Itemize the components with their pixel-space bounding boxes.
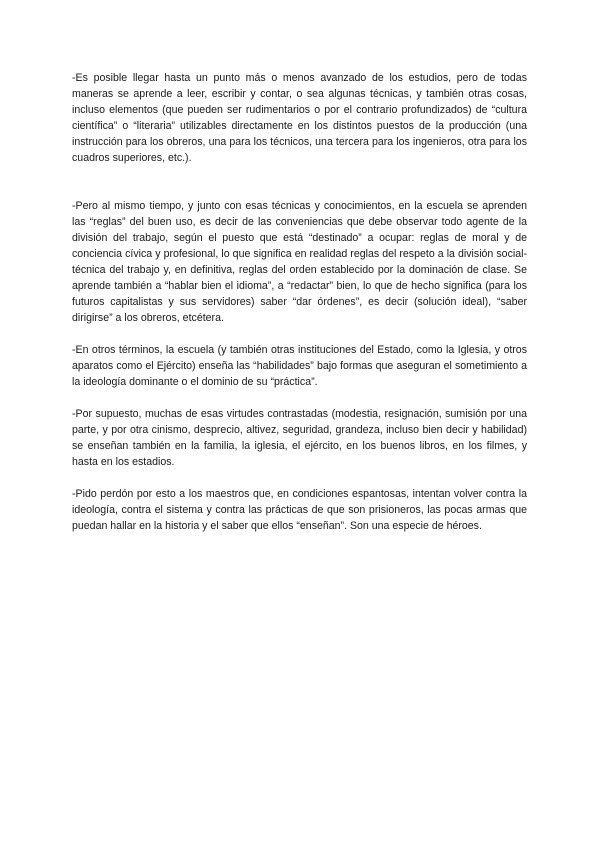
- paragraph-2: -Pero al mismo tiempo, y junto con esas técnicas y conocimientos, en la escuela se aprenden las “reglas” del buen uso, es decir de las conveniencias que debe observar todo agente de la división del trabajo, según el puesto que está “destinado” a ocupar: reglas de moral y de conciencia cívica y profesional, lo que significa en realidad reglas del respeto a la división social-técnica del trabajo y, en definitiva, reglas del orden establecido por la dominación de clase. Se aprende también a “hablar bien el idioma”, a “redactar” bien, lo que de hecho significa (para los futuros capitalistas y sus servidores) saber “dar órdenes”, es decir (solución ideal), “saber dirigirse” a los obreros, etcétera.: [72, 200, 527, 324]
- document-body: [72, 70, 527, 534]
- paragraph-5: -Pido perdón por esto a los maestros que, en condiciones espantosas, intentan volver contra la ideología, contra el sistema y contra las prácticas de que son prisioneros, las pocas armas que puedan hallar en la historia y el saber que ellos “enseñan”. Son una especie de héroes.: [72, 488, 527, 532]
- paragraph-1: -Es posible llegar hasta un punto más o menos avanzado de los estudios, pero de todas maneras se aprende a leer, escribir y contar, o sea algunas técnicas, y también otras cosas, incluso elementos (que pueden ser rudimentarios o por el contrario profundizados) de “cultura científica” o “literaria” utilizables directamente en los distintos puestos de la producción (una instrucción para los obreros, una para los técnicos, una tercera para los ingenieros, otra para los cuadros superiores, etc.).: [72, 72, 527, 164]
- paragraph-3: -En otros términos, la escuela (y también otras instituciones del Estado, como la Iglesia, y otros aparatos como el Ejército) enseña las “habilidades” bajo formas que aseguran el sometimiento a la ideología dominante o el dominio de su “práctica”.: [72, 344, 527, 388]
- paragraph-4: -Por supuesto, muchas de esas virtudes contrastadas (modestia, resignación, sumisión por una parte, y por otra cinismo, desprecio, altivez, seguridad, grandeza, incluso bien decir y habilidad) se enseñan también en la familia, la iglesia, el ejército, en los buenos libros, en los filmes, y hasta en los estadios.: [72, 408, 527, 468]
